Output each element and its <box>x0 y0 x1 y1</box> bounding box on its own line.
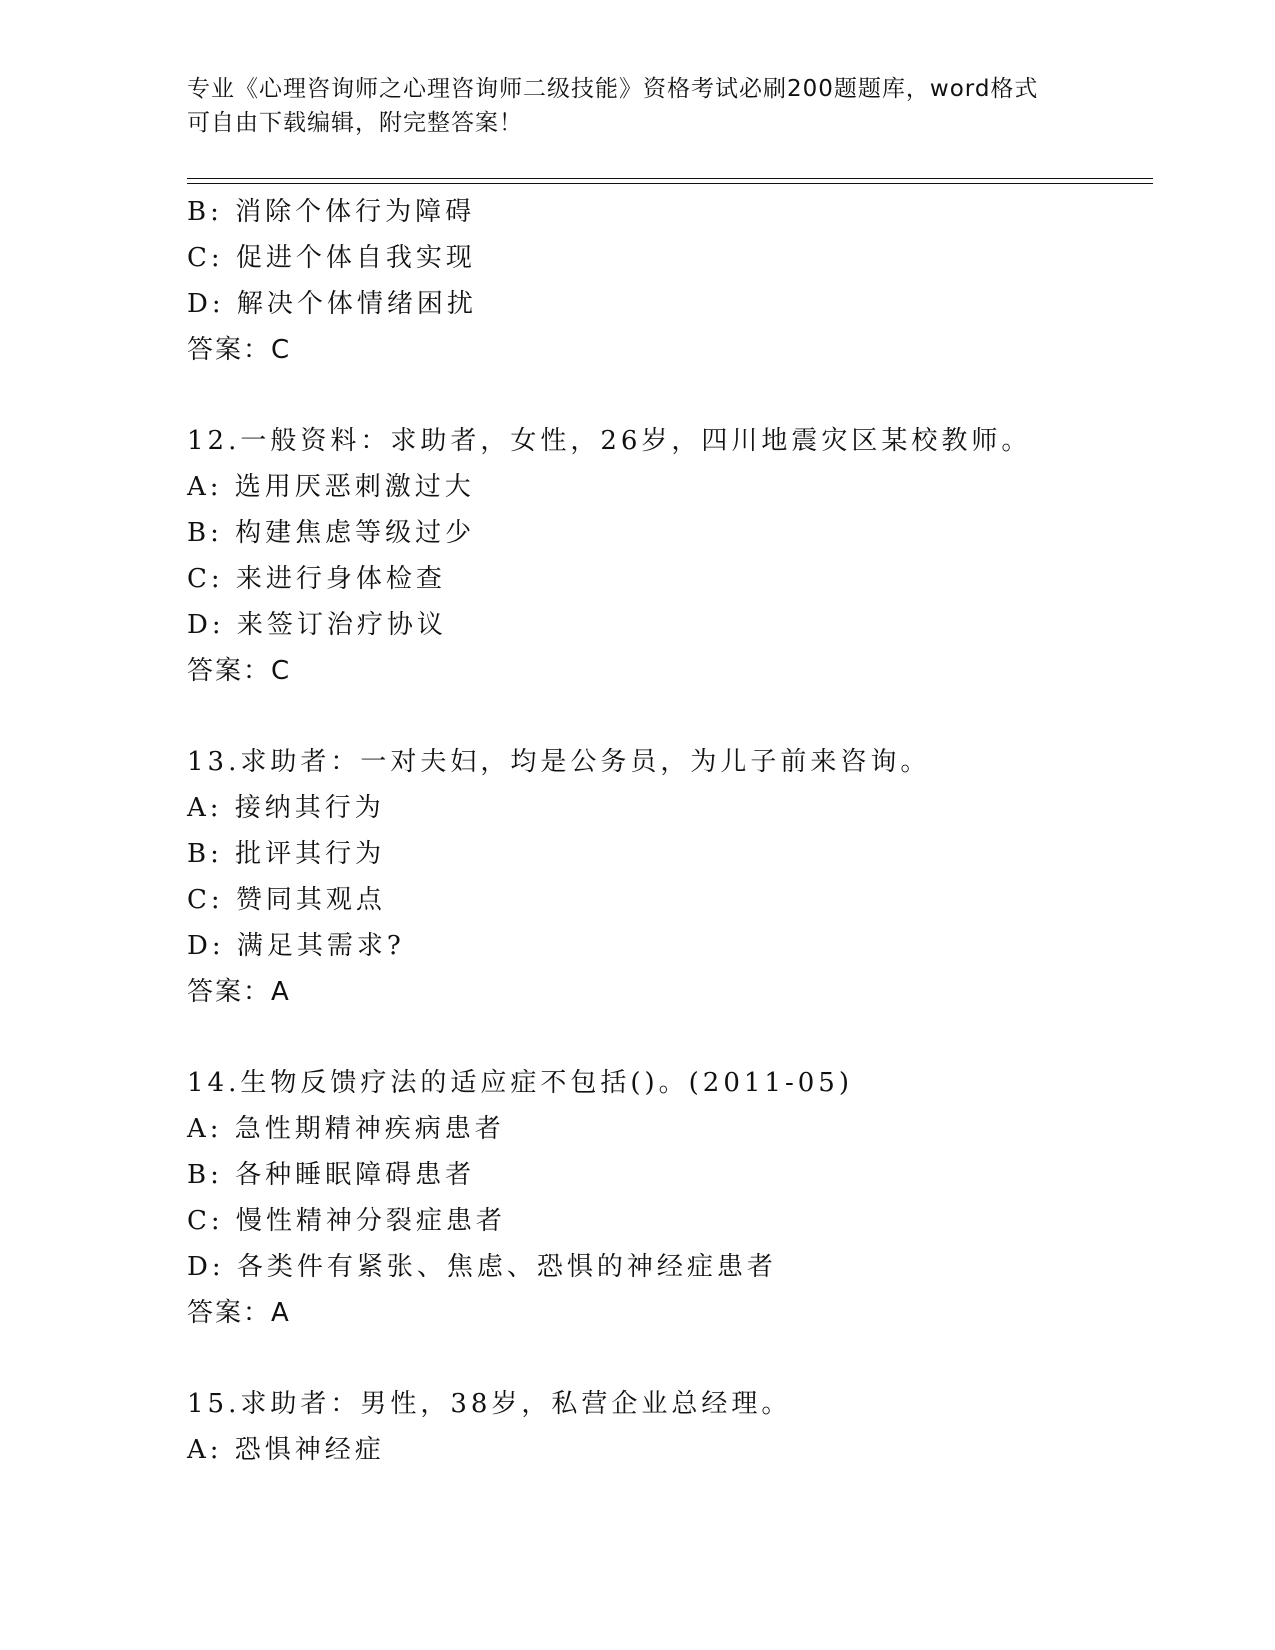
question-spacer <box>187 1336 1153 1381</box>
question-13-option-d: D: 满足其需求? <box>187 931 405 961</box>
question-12-stem: 12.一般资料：求助者，女性，26岁，四川地震灾区某校教师。 <box>187 426 1032 456</box>
header-divider-top <box>187 178 1153 179</box>
question-13-option-c: C: 赞同其观点 <box>187 885 386 915</box>
question-15-stem: 15.求助者：男性，38岁，私营企业总经理。 <box>187 1389 792 1419</box>
question-11-answer: 答案：C <box>187 335 292 365</box>
question-spacer <box>187 373 1153 418</box>
question-12-option-b: B: 构建焦虑等级过少 <box>187 518 476 548</box>
question-14 <box>187 1060 1153 1336</box>
question-12-option-c: C: 来进行身体检查 <box>187 564 446 594</box>
question-14-option-b: B: 各种睡眠障碍患者 <box>187 1160 476 1190</box>
question-14-stem: 14.生物反馈疗法的适应症不包括()。(2011-05) <box>187 1068 853 1098</box>
question-15 <box>187 1381 1153 1473</box>
document-header <box>187 72 1087 140</box>
question-spacer <box>187 694 1153 739</box>
question-13-answer: 答案：A <box>187 977 291 1007</box>
header-title-line-1: 专业《心理咨询师之心理咨询师二级技能》资格考试必刷200题题库，word格式 <box>187 76 1039 102</box>
question-14-option-a: A: 急性期精神疾病患者 <box>187 1114 505 1144</box>
question-13 <box>187 739 1153 1015</box>
question-11 <box>187 189 1153 373</box>
question-13-option-a: A: 接纳其行为 <box>187 793 385 823</box>
question-13-option-b: B: 批评其行为 <box>187 839 386 869</box>
question-14-answer: 答案：A <box>187 1298 291 1328</box>
question-list <box>187 189 1153 1473</box>
question-12-option-a: A: 选用厌恶刺激过大 <box>187 472 475 502</box>
question-11-option-b: B: 消除个体行为障碍 <box>187 197 476 227</box>
header-divider-bottom <box>187 183 1153 184</box>
question-spacer <box>187 1015 1153 1060</box>
question-13-stem: 13.求助者：一对夫妇，均是公务员，为儿子前来咨询。 <box>187 747 931 777</box>
question-11-option-c: C: 促进个体自我实现 <box>187 243 476 273</box>
question-11-option-d: D: 解决个体情绪困扰 <box>187 289 477 319</box>
question-15-option-a: A: 恐惧神经症 <box>187 1435 385 1465</box>
question-12 <box>187 418 1153 694</box>
question-14-option-d: D: 各类件有紧张、焦虑、恐惧的神经症患者 <box>187 1252 777 1282</box>
question-14-option-c: C: 慢性精神分裂症患者 <box>187 1206 506 1236</box>
question-12-option-d: D: 来签订治疗协议 <box>187 610 447 640</box>
header-title-line-2: 可自由下载编辑，附完整答案！ <box>187 110 523 136</box>
question-12-answer: 答案：C <box>187 656 292 686</box>
